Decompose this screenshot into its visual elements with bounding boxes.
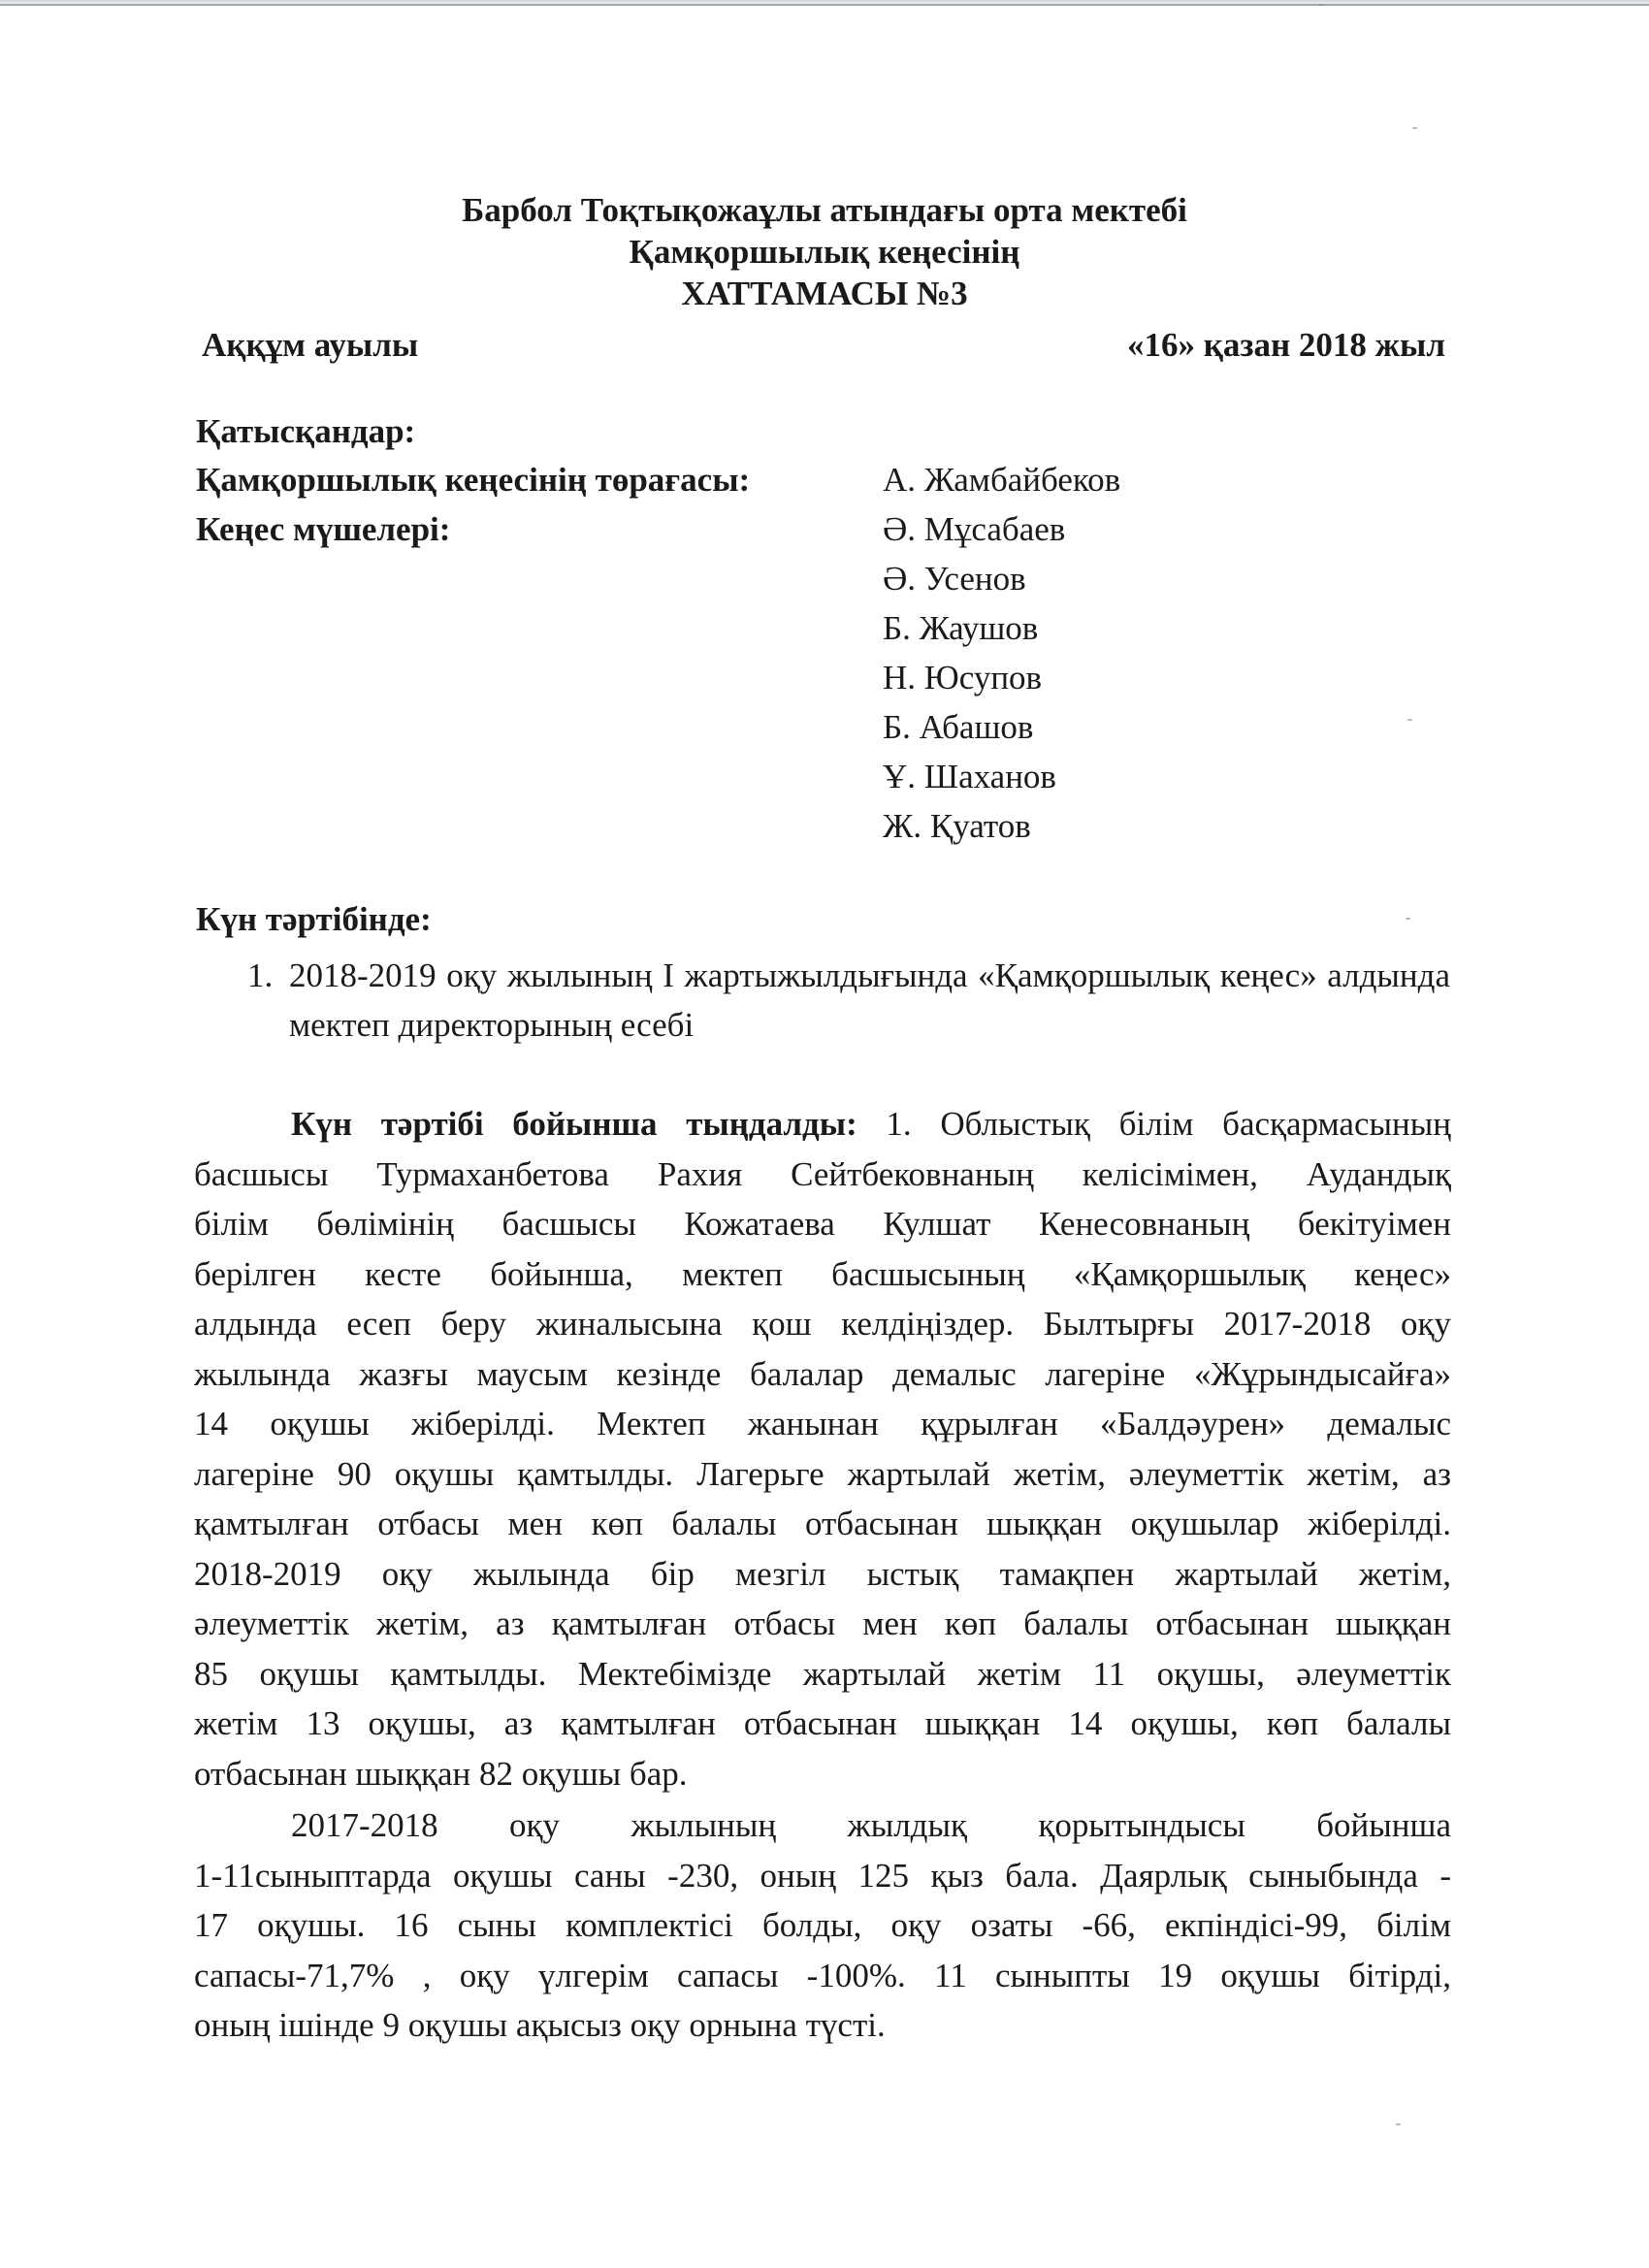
agenda-item-text: 2018-2019 оқу жылының І жартыжылдығында «Қамқоршылық кеңес» алдында мектеп директорының есебі bbox=[289, 956, 1450, 1044]
member-name: Б. Жаушов bbox=[883, 609, 1039, 647]
paragraph-line: басшысы Турмаханбетова Рахия Сейтбековнаның келісімімен, Аудандық bbox=[194, 1154, 1451, 1193]
paragraph-line: отбасынан шыққан 82 оқушы бар. bbox=[194, 1754, 688, 1793]
paragraph-line: әлеуметтік жетім, аз қамтылған отбасы мен көп балалы отбасынан шыққан bbox=[194, 1604, 1451, 1642]
attendees-heading: Қатысқандар: bbox=[196, 412, 416, 450]
member-name: Ұ. Шаханов bbox=[883, 758, 1056, 795]
paragraph-line: білім бөлімінің басшысы Кожатаева Кулшат Кенесовнаның бекітуімен bbox=[194, 1205, 1451, 1243]
member-name: Б. Абашов bbox=[883, 708, 1034, 746]
chair-name: А. Жамбайбеков bbox=[883, 461, 1121, 499]
paragraph-line: жылында жазғы маусым кезінде балалар демалыс лагеріне «Жұрындысайға» bbox=[194, 1354, 1451, 1393]
paragraph-line: 1-11сыныптарда оқушы саны -230, оның 125 қыз бала. Даярлық сыныбында - bbox=[194, 1856, 1451, 1895]
members-label: Кеңес мүшелері: bbox=[196, 510, 451, 548]
hearing-lead: Күн тәртібі бойынша тыңдалды: bbox=[291, 1105, 857, 1143]
scan-speck bbox=[1412, 127, 1417, 129]
member-name: Н. Юсупов bbox=[883, 659, 1043, 697]
paragraph-line: сапасы-71,7% , оқу үлгерім сапасы -100%. 11 сыныпты 19 оқушы бітірді, bbox=[194, 1956, 1451, 1994]
paragraph-line: алдында есеп беру жиналысына қош келдіңіздер. Былтырғы 2017-2018 оқу bbox=[194, 1305, 1451, 1343]
place-name: Аққұм ауылы bbox=[202, 326, 419, 364]
protocol-title: ХАТТАМАСЫ №3 bbox=[681, 275, 968, 312]
paragraph-line: жетім 13 оқушы, аз қамтылған отбасынан шыққан 14 оқушы, көп балалы bbox=[194, 1704, 1451, 1742]
agenda-item-number: 1. bbox=[247, 956, 274, 994]
agenda-heading: Күн тәртібінде: bbox=[196, 900, 432, 938]
member-name: Ж. Қуатов bbox=[883, 807, 1031, 845]
scan-speck bbox=[1407, 719, 1412, 721]
agenda-item bbox=[247, 951, 1450, 1050]
scan-speck bbox=[1396, 2123, 1401, 2125]
document-date: «16» қазан 2018 жыл bbox=[1127, 326, 1445, 364]
results-paragraph bbox=[194, 1800, 1451, 2051]
chair-label: Қамқоршылық кеңесінің төрағасы: bbox=[196, 461, 751, 499]
paragraph-line: берілген кесте бойынша, мектеп басшысының «Қамқоршылық кеңес» bbox=[194, 1254, 1451, 1293]
paragraph-line: оның ішінде 9 оқушы ақысыз оқу орнына түсті. bbox=[194, 2006, 886, 2044]
paragraph-line: 17 оқушы. 16 сыны комплектісі болды, оқу озаты -66, екпіндісі-99, білім bbox=[194, 1906, 1451, 1944]
scan-speck bbox=[1406, 918, 1410, 920]
scan-rule bbox=[0, 4, 1649, 6]
paragraph-line: 2017-2018 оқу жылының жылдық қорытындысы бойынша bbox=[291, 1806, 1451, 1844]
hearing-paragraph bbox=[194, 1099, 1451, 1798]
paragraph-line: қамтылған отбасы мен көп балалы отбасынан шыққан оқушылар жіберілді. bbox=[194, 1505, 1451, 1542]
paragraph-line: 14 оқушы жіберілді. Мектеп жанынан құрылған «Балдәурен» демалыс bbox=[194, 1405, 1451, 1442]
paragraph-line: лагеріне 90 оқушы қамтылды. Лагерьге жартылай жетім, әлеуметтік жетім, аз bbox=[194, 1454, 1451, 1493]
member-name: Ә. Усенов bbox=[883, 560, 1026, 598]
council-title: Қамқоршылық кеңесінің bbox=[629, 233, 1020, 271]
paragraph-line: 85 оқушы қамтылды. Мектебімізде жартылай жетім 11 оқушы, әлеуметтік bbox=[194, 1654, 1451, 1693]
school-title: Барбол Тоқтықожаұлы атындағы орта мектебі bbox=[462, 191, 1187, 229]
scan-speck bbox=[1319, 4, 1324, 6]
paragraph-line: 2018-2019 оқу жылында бір мезгіл ыстық тамақпен жартылай жетім, bbox=[194, 1554, 1451, 1593]
paragraph-line: Күн тәртібі бойынша тыңдалды: 1. Облыстық білім басқармасының bbox=[291, 1105, 1451, 1143]
member-name: Ә. Мұсабаев bbox=[883, 510, 1066, 548]
